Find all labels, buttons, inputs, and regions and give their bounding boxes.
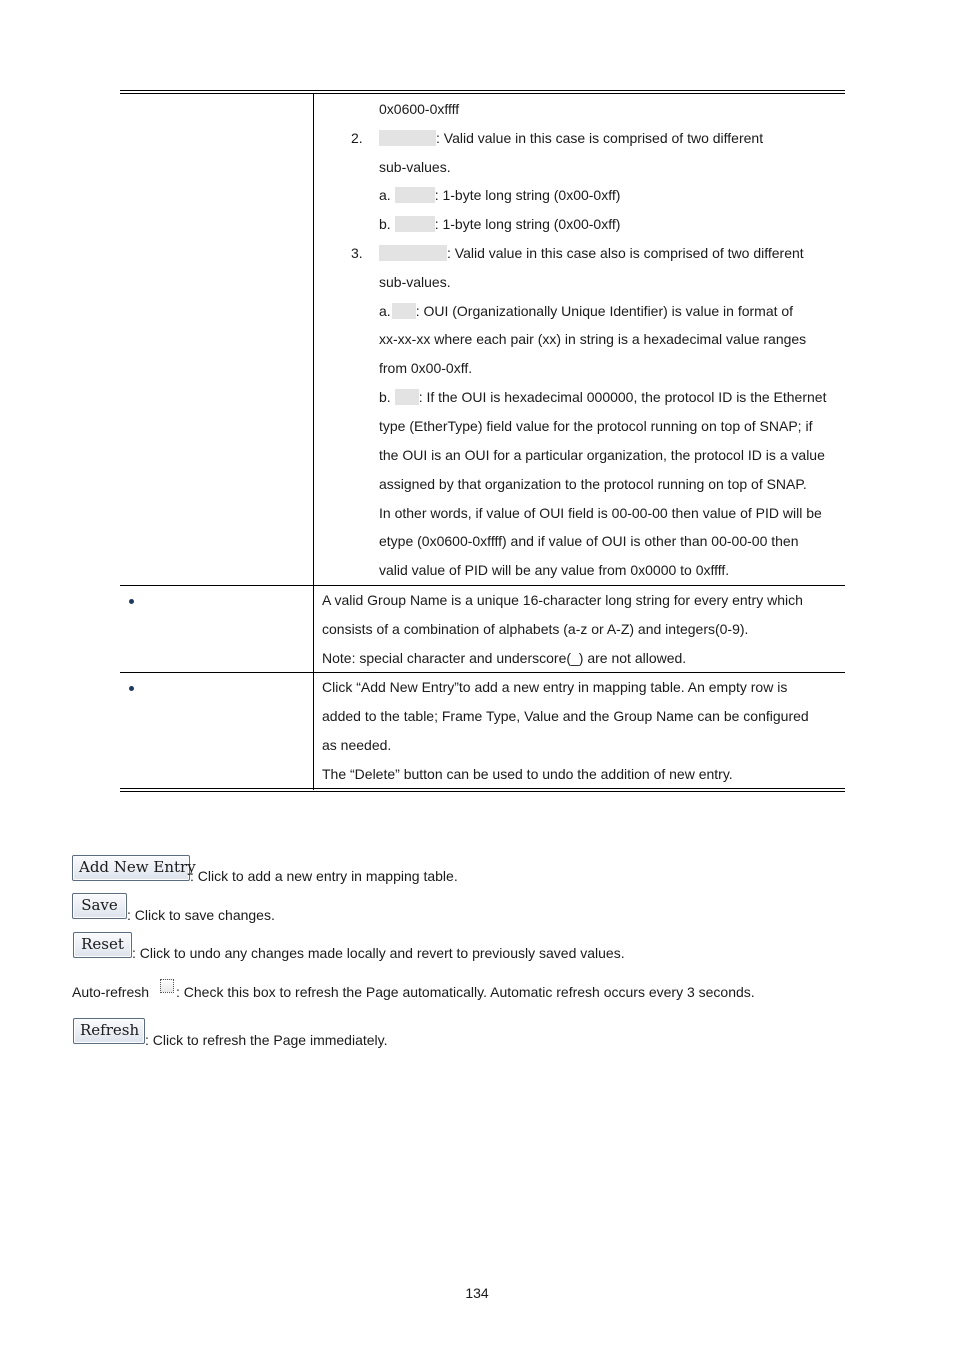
row-text: added to the table; Frame Type, Value and the Group Name can be configured xyxy=(322,708,809,724)
list-number: 3. xyxy=(351,245,363,261)
list-item-cont: sub-values. xyxy=(379,274,451,290)
sub-item-cont: etype (0x0600-0xffff) and if value of OUI is other than 00-00-00 then xyxy=(379,533,799,549)
table-top-rule-inner xyxy=(120,93,845,94)
row-text: The “Delete” button can be used to undo the addition of new entry. xyxy=(322,766,733,782)
row-text: A valid Group Name is a unique 16-character long string for every entry which xyxy=(322,592,803,608)
row-text: as needed. xyxy=(322,737,392,753)
row-text: Note: special character and underscore(_) are not allowed. xyxy=(322,650,687,666)
list-item: : Valid value in this case is comprised of two different xyxy=(379,129,763,147)
table-column-divider xyxy=(313,93,314,790)
redacted-term xyxy=(379,245,447,261)
sub-item-cont: valid value of PID will be any value from 0x0000 to 0xffff. xyxy=(379,562,730,578)
table-row-divider-2 xyxy=(120,672,845,673)
auto-refresh-desc: : Check this box to refresh the Page automatically. Automatic refresh occurs every 3 seconds. xyxy=(176,984,755,1000)
add-new-entry-button[interactable]: Add New Entry xyxy=(72,855,190,881)
sub-item: a. : OUI (Organizationally Unique Identifier) is value in format of xyxy=(379,303,794,319)
list-number: 2. xyxy=(351,130,363,146)
sub-item-cont: from 0x00-0xff. xyxy=(379,360,473,376)
table-bottom-rule-inner xyxy=(120,788,845,789)
refresh-button[interactable]: Refresh xyxy=(73,1018,145,1044)
add-new-entry-desc: : Click to add a new entry in mapping table. xyxy=(190,868,458,884)
page-number: 134 xyxy=(465,1285,489,1301)
list-item: : Valid value in this case also is comprised of two different xyxy=(379,244,804,262)
auto-refresh-checkbox[interactable] xyxy=(160,979,174,993)
sub-item-cont: type (EtherType) field value for the protocol running on top of SNAP; if xyxy=(379,418,813,434)
list-item-cont: sub-values. xyxy=(379,159,451,175)
redacted-term xyxy=(379,130,436,146)
bullet-icon xyxy=(129,599,134,604)
range-text: 0x0600-0xffff xyxy=(379,101,460,117)
table-top-rule xyxy=(120,90,845,91)
save-button[interactable]: Save xyxy=(72,893,127,919)
sub-item-cont: the OUI is an OUI for a particular organization, the protocol ID is a value xyxy=(379,447,825,463)
save-desc: : Click to save changes. xyxy=(127,907,275,923)
reset-desc: : Click to undo any changes made locally and revert to previously saved values. xyxy=(132,945,625,961)
bullet-icon xyxy=(129,686,134,691)
sub-item-cont: In other words, if value of OUI field is 00-00-00 then value of PID will be xyxy=(379,505,822,521)
refresh-desc: : Click to refresh the Page immediately. xyxy=(145,1032,388,1048)
redacted-term xyxy=(392,303,416,319)
redacted-term xyxy=(395,389,419,405)
reset-button[interactable]: Reset xyxy=(73,932,132,958)
auto-refresh-label: Auto-refresh xyxy=(72,984,150,1000)
sub-item: a. : 1-byte long string (0x00-0xff) xyxy=(379,187,621,203)
sub-item-cont: xx-xx-xx where each pair (xx) in string is a hexadecimal value ranges xyxy=(379,331,807,347)
sub-item: b. : 1-byte long string (0x00-0xff) xyxy=(379,216,621,232)
row-text: Click “Add New Entry”to add a new entry in mapping table. An empty row is xyxy=(322,679,788,695)
redacted-term xyxy=(395,187,435,203)
sub-item: b. : If the OUI is hexadecimal 000000, the protocol ID is the Ethernet xyxy=(379,389,827,405)
table-bottom-rule xyxy=(120,791,845,792)
sub-item-cont: assigned by that organization to the protocol running on top of SNAP. xyxy=(379,476,807,492)
redacted-term xyxy=(395,216,435,232)
row-text: consists of a combination of alphabets (a-z or A-Z) and integers(0-9). xyxy=(322,621,749,637)
table-row-divider-1 xyxy=(120,585,845,586)
